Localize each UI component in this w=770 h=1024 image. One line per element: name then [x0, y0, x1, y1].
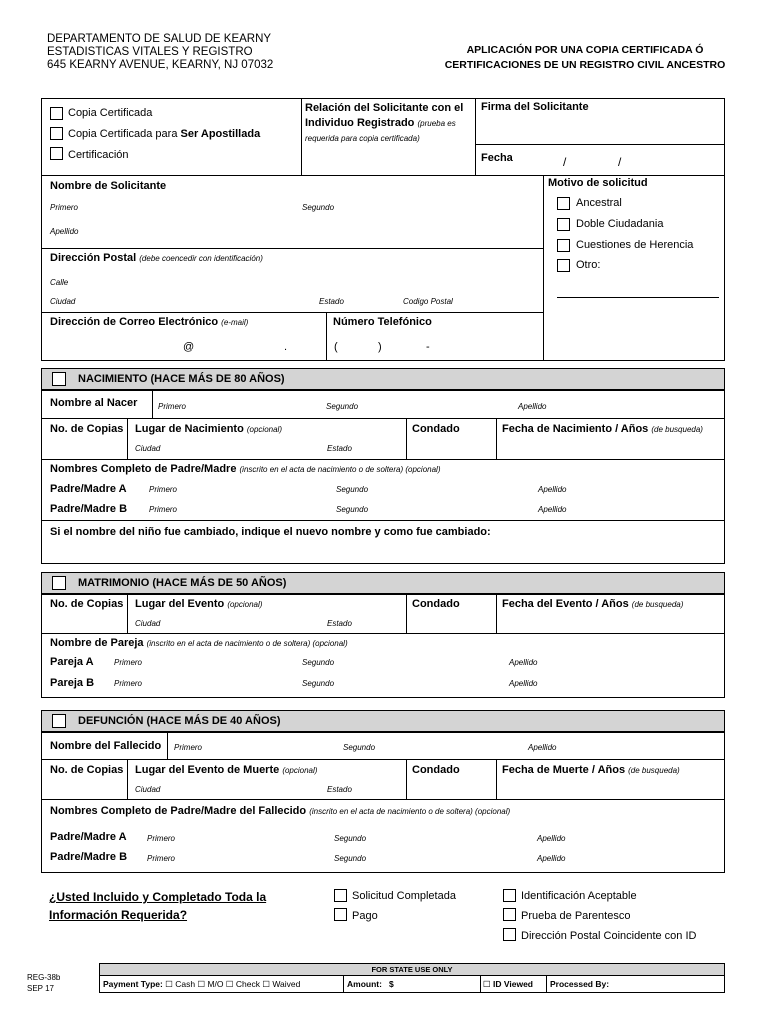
- nac-cambio-label: Si el nombre del niño fue cambiado, indique el nuevo nombre y como fue cambiado:: [50, 526, 491, 538]
- ancestral-label: Ancestral: [576, 197, 622, 209]
- nombre-solicitante-label: Nombre de Solicitante: [50, 180, 167, 192]
- mat-pa-primero: Primero: [114, 658, 143, 667]
- date-slash-2: /: [618, 155, 622, 169]
- apostillada-label: Copia Certificada para Ser Apostillada: [68, 128, 261, 140]
- ciudad-label: Ciudad: [50, 297, 76, 306]
- check-checkbox[interactable]: ☐: [225, 979, 234, 989]
- nac-pb-apellido: Apellido: [538, 505, 567, 514]
- matrimonio-header: MATRIMONIO (HACE MÁS DE 50 AÑOS): [41, 572, 725, 594]
- identificacion-checkbox[interactable]: [503, 889, 516, 902]
- solicitud-completada-checkbox[interactable]: [334, 889, 347, 902]
- office-name: DEPARTAMENTO DE SALUD DE KEARNY: [47, 33, 272, 45]
- form-code: REG-38b SEP 17: [27, 973, 61, 993]
- mat-pb-primero: Primero: [114, 679, 143, 688]
- waived-checkbox[interactable]: ☐: [262, 979, 270, 989]
- office-address: 645 KEARNY AVENUE, KEARNY, NJ 07032: [47, 59, 274, 71]
- form-title-1: APLICACIÓN POR UNA COPIA CERTIFICADA Ó: [466, 44, 704, 56]
- telefono-label: Número Telefónico: [333, 316, 432, 328]
- mat-pareja-label: Nombre de Pareja (inscrito en el acta de nacimiento o de soltera) (opcional): [50, 637, 348, 649]
- apellido-label: Apellido: [50, 227, 79, 236]
- nac-copias-label: No. de Copias: [50, 423, 124, 435]
- calle-label: Calle: [50, 278, 69, 287]
- copia-certificada-label: Copia Certificada: [68, 107, 153, 119]
- mat-ciudad: Ciudad: [135, 619, 161, 628]
- phone-paren-close: ): [378, 341, 382, 353]
- mat-estado: Estado: [327, 619, 352, 628]
- identificacion-label: Identificación Aceptable: [521, 890, 637, 902]
- firma-label: Firma del Solicitante: [481, 101, 589, 113]
- payment-type: Payment Type: ☐ Cash ☐ M/O ☐ Check ☐ Waived: [103, 979, 301, 989]
- codigo-label: Codigo Postal: [403, 297, 453, 306]
- def-primero: Primero: [174, 743, 203, 752]
- herencia-label: Cuestiones de Herencia: [576, 239, 694, 251]
- email-label: Dirección de Correo Electrónico (e-mail): [50, 316, 249, 328]
- pago-label: Pago: [352, 910, 378, 922]
- email-dot: .: [284, 341, 288, 353]
- segundo-label: Segundo: [302, 203, 335, 212]
- motivo-title: Motivo de solicitud: [548, 177, 648, 189]
- phone-paren-open: (: [334, 341, 338, 353]
- def-padre-a: Padre/Madre A: [50, 831, 127, 843]
- nac-primero: Primero: [158, 402, 187, 411]
- apostillada-checkbox[interactable]: [50, 127, 63, 140]
- otro-checkbox[interactable]: [557, 259, 570, 272]
- def-pa-segundo: Segundo: [334, 834, 367, 843]
- direccion-coincidente-label: Dirección Postal Coincidente con ID: [521, 930, 697, 942]
- id-viewed: ☐ ID Viewed: [483, 979, 533, 989]
- form-title-2: CERTIFICACIONES DE UN REGISTRO CIVIL ANCESTRO: [444, 59, 726, 71]
- certificacion-checkbox[interactable]: [50, 147, 63, 160]
- mat-pa-segundo: Segundo: [302, 658, 335, 667]
- state-use-title: FOR STATE USE ONLY: [371, 965, 453, 974]
- nombre-nacer-label: Nombre al Nacer: [50, 397, 138, 409]
- cash-checkbox[interactable]: ☐: [165, 979, 173, 989]
- def-lugar-label: Lugar del Evento de Muerte (opcional): [135, 764, 318, 776]
- relacion-label: Relación del Solicitante con el Individuo Registrado (prueba es requerida para copia certificada): [305, 102, 464, 143]
- doble-ciudadania-checkbox[interactable]: [557, 218, 570, 231]
- defuncion-header: DEFUNCIÓN (HACE MÁS DE 40 AÑOS): [41, 710, 725, 732]
- nac-pb-segundo: Segundo: [336, 505, 369, 514]
- def-estado: Estado: [327, 785, 352, 794]
- solicitud-completada-label: Solicitud Completada: [352, 890, 456, 902]
- mat-condado-label: Condado: [412, 598, 460, 610]
- def-fecha-label: Fecha de Muerte / Años (de busqueda): [502, 764, 680, 776]
- herencia-checkbox[interactable]: [557, 239, 570, 252]
- def-condado-label: Condado: [412, 764, 460, 776]
- def-padre-b: Padre/Madre B: [50, 851, 128, 863]
- direccion-label: Dirección Postal (debe coencedir con identificación): [50, 252, 263, 264]
- defuncion-checkbox[interactable]: [52, 714, 66, 728]
- nac-condado-label: Condado: [412, 423, 460, 435]
- fallecido-label: Nombre del Fallecido: [50, 740, 162, 752]
- def-pb-segundo: Segundo: [334, 854, 367, 863]
- def-pb-primero: Primero: [147, 854, 176, 863]
- mat-pa-apellido: Apellido: [509, 658, 538, 667]
- def-pa-apellido: Apellido: [537, 834, 566, 843]
- defuncion-box: [41, 732, 725, 873]
- primero-label: Primero: [50, 203, 79, 212]
- parentesco-label: Prueba de Parentesco: [521, 910, 631, 922]
- nac-segundo: Segundo: [326, 402, 359, 411]
- def-segundo: Segundo: [343, 743, 376, 752]
- certificacion-label: Certificación: [68, 149, 129, 161]
- mat-copias-label: No. de Copias: [50, 598, 124, 610]
- def-pa-primero: Primero: [147, 834, 176, 843]
- phone-dash: -: [426, 341, 430, 353]
- nac-estado: Estado: [327, 444, 352, 453]
- nac-ciudad: Ciudad: [135, 444, 161, 453]
- nac-pa-apellido: Apellido: [538, 485, 567, 494]
- date-slash-1: /: [563, 155, 567, 169]
- def-copias-label: No. de Copias: [50, 764, 124, 776]
- amount-label: Amount: $: [347, 979, 394, 989]
- office-division: ESTADISTICAS VITALES Y REGISTRO: [47, 46, 253, 58]
- nac-padres-label: Nombres Completo de Padre/Madre (inscrito en el acta de nacimiento o de soltera) (opcional): [50, 463, 441, 475]
- matrimonio-checkbox[interactable]: [52, 576, 66, 590]
- def-ciudad: Ciudad: [135, 785, 161, 794]
- id-viewed-checkbox[interactable]: ☐: [483, 979, 491, 989]
- nac-pa-primero: Primero: [149, 485, 178, 494]
- mat-pb-apellido: Apellido: [509, 679, 538, 688]
- mo-checkbox[interactable]: ☐: [197, 979, 206, 989]
- email-at: @: [183, 341, 195, 353]
- nac-fecha-label: Fecha de Nacimiento / Años (de busqueda): [502, 423, 703, 435]
- nacimiento-checkbox[interactable]: [52, 372, 66, 386]
- estado-label: Estado: [319, 297, 344, 306]
- nacimiento-header: NACIMIENTO (HACE MÁS DE 80 AÑOS): [41, 368, 725, 390]
- pareja-b: Pareja B: [50, 677, 95, 689]
- nac-apellido: Apellido: [518, 402, 547, 411]
- copia-certificada-checkbox[interactable]: [50, 107, 63, 120]
- fecha-label: Fecha: [481, 152, 513, 164]
- processed-by: Processed By:: [550, 979, 610, 989]
- mat-lugar-label: Lugar del Evento (opcional): [135, 598, 263, 610]
- nac-pa-segundo: Segundo: [336, 485, 369, 494]
- direccion-coincidente-checkbox[interactable]: [503, 928, 516, 941]
- nac-lugar-label: Lugar de Nacimiento (opcional): [135, 423, 282, 435]
- def-padres-label: Nombres Completo de Padre/Madre del Fallecido (inscrito en el acta de nacimiento o de soltera) (opcional): [50, 805, 511, 817]
- mat-fecha-label: Fecha del Evento / Años (de busqueda): [502, 598, 684, 610]
- nac-pb-primero: Primero: [149, 505, 178, 514]
- nac-padre-b: Padre/Madre B: [50, 503, 128, 515]
- parentesco-checkbox[interactable]: [503, 908, 516, 921]
- def-pb-apellido: Apellido: [537, 854, 566, 863]
- doble-ciudadania-label: Doble Ciudadania: [576, 218, 664, 230]
- otro-label: Otro:: [576, 259, 601, 271]
- checklist-question: ¿Usted Incluido y Completado Toda la Información Requerida?: [49, 890, 267, 922]
- pago-checkbox[interactable]: [334, 908, 347, 921]
- nac-padre-a: Padre/Madre A: [50, 483, 127, 495]
- mat-pb-segundo: Segundo: [302, 679, 335, 688]
- ancestral-checkbox[interactable]: [557, 197, 570, 210]
- def-apellido: Apellido: [528, 743, 557, 752]
- applicant-box: [41, 175, 725, 361]
- pareja-a: Pareja A: [50, 656, 94, 668]
